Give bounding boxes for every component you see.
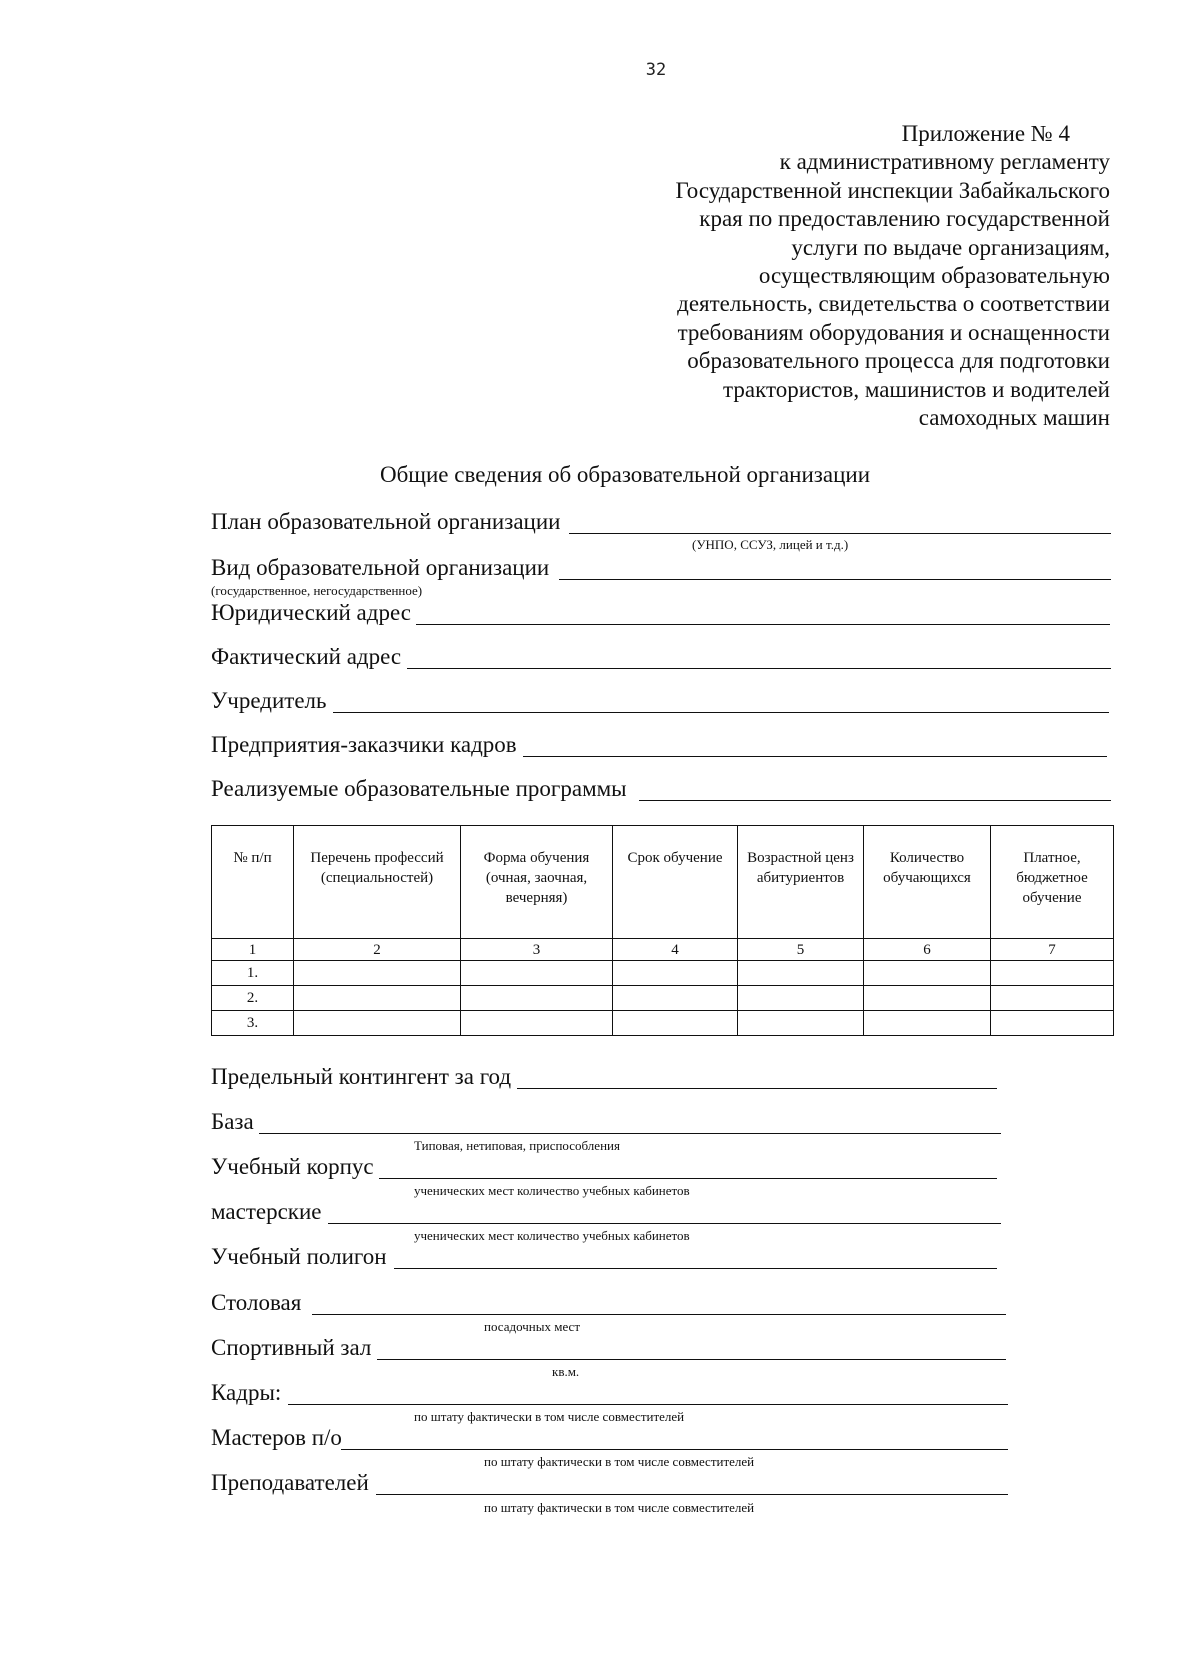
plan-label: План образовательной организации [211,509,561,534]
building-line[interactable] [379,1178,997,1179]
masters-hint: по штату фактически в том числе совместителей [484,1454,755,1469]
actual-address-field[interactable] [211,642,1111,672]
table-cell[interactable] [294,961,461,986]
legal-address-field[interactable] [211,598,1111,628]
table-row [212,986,1114,1011]
teachers-line[interactable] [376,1494,1008,1495]
appendix-line: требованиям оборудования и оснащенности [677,319,1110,345]
appendix-line: деятельность, свидетельства о соответствии [677,291,1110,317]
appendix-line: образовательного процесса для подготовки [687,348,1110,374]
header-study-form: Форма обучения (очная, заочная, вечерняя) [461,826,613,939]
workshops-field[interactable] [211,1197,1111,1227]
row-number: 2. [212,986,294,1011]
appendix-line: осуществляющим образовательную [758,263,1110,289]
masters-line[interactable] [341,1449,1008,1450]
polygon-line[interactable] [394,1268,997,1269]
type-label: Вид образовательной организации [211,555,550,580]
table-cell[interactable] [991,1011,1114,1036]
teachers-hint: по штату фактически в том числе совместителей [484,1500,755,1515]
founder-label: Учредитель [211,688,327,713]
appendix-line: самоходных машин [918,405,1110,431]
header-payment-type: Платное, бюджетное обучение [991,826,1114,939]
section-title: Общие сведения об образовательной организации [379,462,871,487]
column-number: 5 [738,939,864,961]
header-professions: Перечень профессий (специальностей) [294,826,461,939]
table-cell[interactable] [461,961,613,986]
table-cell[interactable] [864,961,991,986]
actual-address-label: Фактический адрес [211,644,402,669]
teachers-label: Преподавателей [211,1470,369,1495]
table-cell[interactable] [461,986,613,1011]
masters-label: Мастеров п/о [211,1425,342,1450]
row-number: 3. [212,1011,294,1036]
base-line[interactable] [259,1133,1001,1134]
plan-hint: (УНПО, ССУЗ, лицей и т.д.) [692,537,849,552]
table-cell[interactable] [294,986,461,1011]
plan-field[interactable] [211,507,1111,537]
polygon-label: Учебный полигон [211,1244,387,1269]
type-hint: (государственное, негосударственное) [211,583,423,598]
building-hint: ученических мест количество учебных кабинетов [414,1183,690,1198]
gym-hint: кв.м. [552,1364,580,1379]
table-cell[interactable] [991,986,1114,1011]
appendix-line: к административному регламенту [779,149,1110,175]
staff-hint: по штату фактически в том числе совместителей [414,1409,685,1424]
column-number: 2 [294,939,461,961]
table-cell[interactable] [613,961,738,986]
legal-address-label: Юридический адрес [211,600,411,625]
table-row [212,961,1114,986]
row-number: 1. [212,961,294,986]
canteen-hint: посадочных мест [484,1319,581,1334]
legal-address-line[interactable] [416,624,1110,625]
appendix-line: трактористов, машинистов и водителей [723,376,1110,402]
column-number: 6 [864,939,991,961]
appendix-header [550,120,1110,432]
gym-line[interactable] [377,1359,1006,1360]
plan-line[interactable] [569,533,1111,534]
table-cell[interactable] [738,961,864,986]
programs-label: Реализуемые образовательные программы [211,776,627,801]
customers-label: Предприятия-заказчики кадров [211,732,517,757]
base-field[interactable] [211,1107,1111,1137]
polygon-field[interactable] [211,1242,1111,1272]
column-number: 7 [991,939,1114,961]
staff-line[interactable] [288,1404,1008,1405]
table-cell[interactable] [613,1011,738,1036]
table-cell[interactable] [864,1011,991,1036]
founder-line[interactable] [333,712,1109,713]
canteen-label: Столовая [211,1290,302,1315]
gym-field[interactable] [211,1333,1111,1363]
table-row [212,1011,1114,1036]
customers-line[interactable] [523,756,1107,757]
type-field[interactable] [211,553,1111,583]
actual-address-line[interactable] [407,668,1111,669]
header-student-count: Количество обучающихся [864,826,991,939]
programs-line[interactable] [639,800,1111,801]
workshops-line[interactable] [328,1223,1001,1224]
customers-field[interactable] [211,730,1111,760]
table-cell[interactable] [738,986,864,1011]
column-number: 4 [613,939,738,961]
building-field[interactable] [211,1152,1111,1182]
header-study-term: Срок обучение [613,826,738,939]
founder-field[interactable] [211,686,1111,716]
page-number: 32 [645,60,667,80]
masters-field[interactable] [211,1423,1111,1453]
staff-label: Кадры: [211,1380,282,1405]
canteen-field[interactable] [211,1288,1111,1318]
appendix-line: края по предоставлению государственной [699,206,1110,232]
table-cell[interactable] [991,961,1114,986]
header-age-limit: Возрастной ценз абитуриентов [738,826,864,939]
column-number: 3 [461,939,613,961]
table-cell[interactable] [294,1011,461,1036]
type-line[interactable] [559,579,1111,580]
canteen-line[interactable] [312,1314,1006,1315]
column-number-row [212,939,1114,961]
workshops-label: мастерские [211,1199,322,1224]
limit-label: Предельный контингент за год [211,1064,512,1089]
appendix-line: Государственной инспекции Забайкальского [675,177,1110,203]
limit-field[interactable] [211,1062,1111,1092]
base-hint: Типовая, нетиповая, приспособления [414,1138,620,1153]
header-number: № п/п [212,826,294,939]
gym-label: Спортивный зал [211,1335,372,1360]
staff-field[interactable] [211,1378,1111,1408]
appendix-title: Приложение № 4 [901,121,1070,146]
programs-table [211,825,1114,1036]
table-header-row [212,826,1114,939]
table-cell[interactable] [738,1011,864,1036]
programs-field[interactable] [211,774,1111,804]
column-number: 1 [212,939,294,961]
table-cell[interactable] [613,986,738,1011]
building-label: Учебный корпус [211,1154,374,1179]
base-label: База [211,1109,254,1134]
teachers-field[interactable] [211,1468,1111,1498]
workshops-hint: ученических мест количество учебных кабинетов [414,1228,690,1243]
table-cell[interactable] [864,986,991,1011]
limit-line[interactable] [517,1088,997,1089]
table-cell[interactable] [461,1011,613,1036]
appendix-line: услуги по выдаче организациям, [791,234,1110,260]
